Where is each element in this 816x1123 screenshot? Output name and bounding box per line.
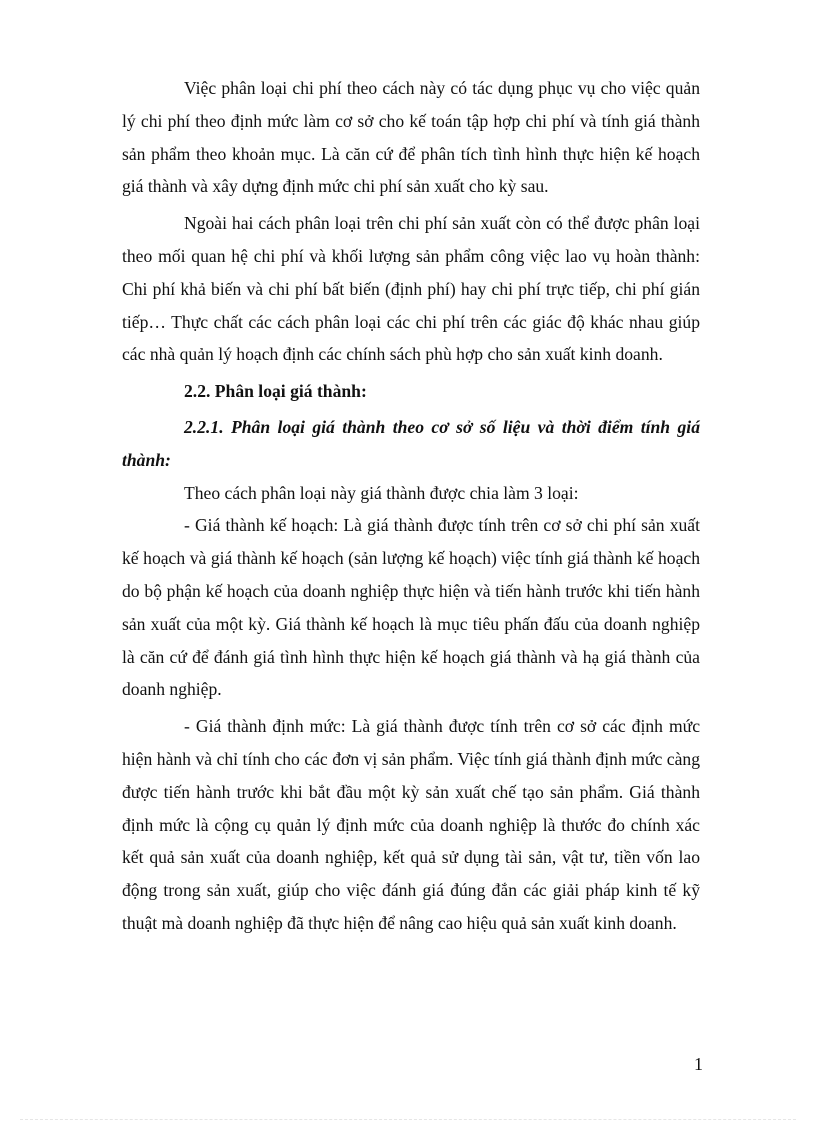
section-heading: 2.2. Phân loại giá thành: <box>184 381 367 402</box>
subsection-heading: 2.2.1. Phân loại giá thành theo cơ sở số liệu và thời điểm tính giá thành: <box>122 416 700 470</box>
list-item-standard-cost: - Giá thành định mức: Là giá thành được tính trên cơ sở các định mức hiện hành và chỉ tính cho các đơn vị sản phẩm. Việc tính giá thành định mức càng được tiến hành trước khi bắt đầu một kỳ sản xuất chế tạo sản phẩm. Giá thành định mức là cộng cụ quản lý định mức của doanh nghiệp là thước đo chính xác kết quả sản xuất của doanh nghiệp, kết quả sử dụng tài sản, vật tư, tiền vốn lao động trong sản xuất, giúp cho việc đánh giá đúng đắn các giải pháp kinh tế kỹ thuật mà doanh nghiệp đã thực hiện để nâng cao hiệu quả sản xuất kinh doanh. <box>122 716 700 933</box>
page-bottom-divider <box>20 1119 796 1120</box>
document-body <box>122 72 700 940</box>
paragraph-other-classifications: Ngoài hai cách phân loại trên chi phí sản xuất còn có thể được phân loại theo mối quan hệ chi phí và khối lượng sản phẩm công việc lao vụ hoàn thành: Chi phí khả biến và chi phí bất biến (định phí) hay chi phí trực tiếp, chi phí gián tiếp… Thực chất các cách phân loại các chi phí trên các giác độ khác nhau giúp các nhà quản lý hoạch định các chính sách phù hợp cho sản xuất kinh doanh. <box>122 213 700 365</box>
paragraph-cost-classification-purpose: Việc phân loại chi phí theo cách này có tác dụng phục vụ cho việc quản lý chi phí theo định mức làm cơ sở cho kế toán tập hợp chi phí và tính giá thành sản phẩm theo khoản mục. Là căn cứ để phân tích tình hình thực hiện kế hoạch giá thành và xây dựng định mức chi phí sản xuất cho kỳ sau. <box>122 78 700 197</box>
page-number: 1 <box>694 1054 703 1074</box>
paragraph-intro: Theo cách phân loại này giá thành được chia làm 3 loại: <box>184 482 579 503</box>
list-item-planned-cost: - Giá thành kế hoạch: Là giá thành được tính trên cơ sở chi phí sản xuất kế hoạch và giá thành kế hoạch (sản lượng kế hoạch) việc tính giá thành kế hoạch do bộ phận kế hoạch của doanh nghiệp thực hiện và tiến hành trước khi tiến hành sản xuất của một kỳ. Giá thành kế hoạch là mục tiêu phấn đấu của doanh nghiệp là căn cứ để đánh giá tình hình thực hiện kế hoạch giá thành và hạ giá thành của doanh nghiệp. <box>122 515 700 700</box>
